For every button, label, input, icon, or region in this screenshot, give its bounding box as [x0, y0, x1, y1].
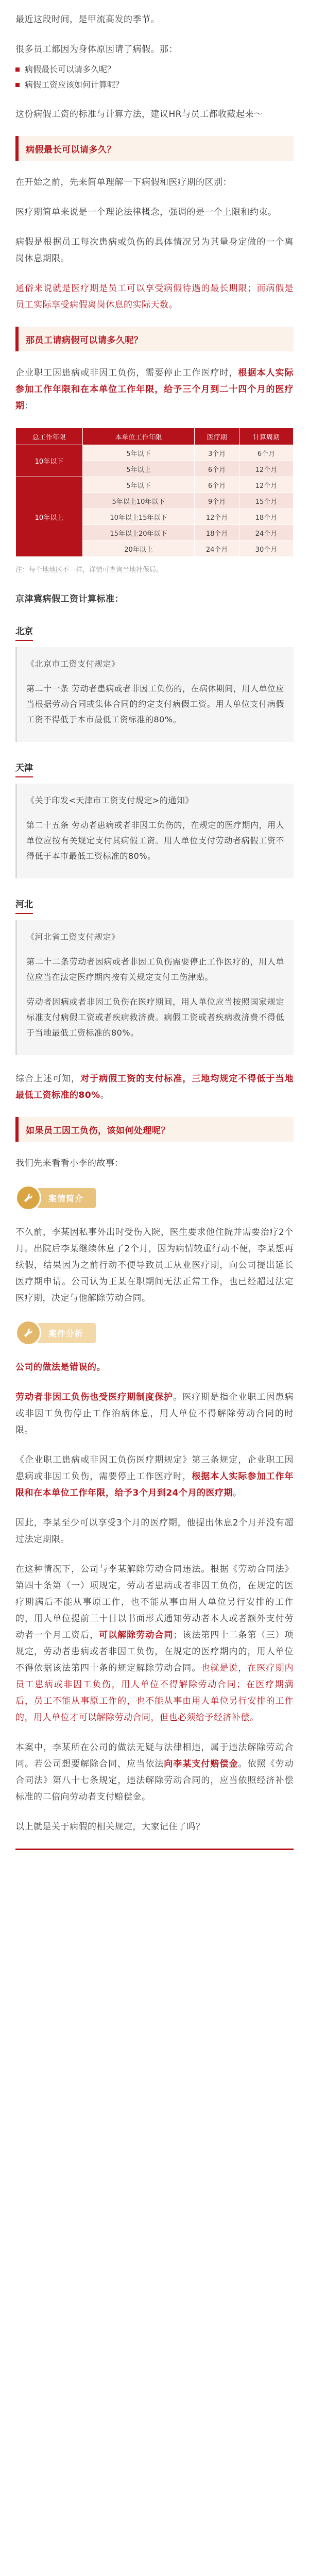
paragraph: 因此，李某至少可以享受3个月的医疗期，他提出休息2个月并没有超过法定期限。 — [15, 1518, 294, 1545]
paragraph — [15, 1452, 294, 1501]
badge-label: 案件分析 — [37, 1323, 96, 1343]
text-run: 本案中，李某所在公司的做法无疑与法律相违，属于违法解除劳动合同。若公司想要解除合同，应当依法 — [15, 1742, 294, 1769]
case-analysis-badge — [15, 1320, 294, 1346]
table-cell: 20年以上 — [82, 541, 195, 557]
law-title: 《河北省工资支付规定》 — [26, 932, 120, 942]
table-row — [16, 445, 294, 461]
section-heading — [15, 327, 294, 351]
text-run: 。 — [100, 1090, 110, 1100]
law-quote-box — [15, 920, 294, 1055]
highlight-text: 也就是说，在医疗期内员工患病或非因工负伤，用人单位不得解除劳动合同；在医疗期满后，员工不能从事原工作的，也不能从事由用人单位另行安排的工作的，用人单位才可以解除劳动合同，但也必须给予经济补偿。 — [15, 1663, 294, 1723]
intro-bullet-list — [15, 62, 294, 93]
law-text: 第二十五条 劳动者患病或者非因工负伤的，在规定的医疗期内，用人单位应按有关规定支付其病假工资。用人单位支付劳动者病假工资不得低于本市最低工资标准的80%。 — [26, 820, 284, 861]
highlight-text: 劳动者非因工负伤也受医疗期制度保护 — [15, 1392, 174, 1402]
highlight-paragraph: 通俗来说就是医疗期是员工可以享受病假待遇的最长期限；而病假是员工实际享受病假离岗休息的实际天数。 — [15, 283, 294, 310]
city-label: 天津 — [15, 760, 33, 777]
paragraph: 在开始之前，先来简单理解一下病假和医疗期的区别： — [15, 177, 232, 188]
closing-paragraph: 以上就是关于病假的相关规定，大家记住了吗？ — [15, 1822, 205, 1832]
city-label: 北京 — [15, 624, 33, 641]
paragraph: 病假是根据员工每次患病或负伤的具体情况另为其量身定做的一个离岗休息期限。 — [15, 237, 294, 264]
highlight-text: 根据本人实际参加工作年限和在本单位工作年限，给予3个月到24个月的医疗期 — [15, 1471, 294, 1498]
law-quote-box — [15, 784, 294, 878]
table-cell: 12个月 — [239, 477, 294, 493]
table-cell: 24个月 — [239, 525, 294, 541]
paragraph — [15, 1389, 294, 1438]
text-run: 。医疗期是指企业职工因患病或非因工负伤停止工作治病休息，用人单位不得解除劳动合同的时限。 — [15, 1392, 294, 1435]
table-row — [16, 477, 294, 493]
text-run: 。依照《劳动合同法》第八十七条规定，违法解除劳动合同的，应当依照经济补偿标准的二倍向劳动者支付赔偿金。 — [15, 1759, 294, 1802]
footer-divider — [15, 1849, 294, 1850]
table-note: 注：每个地地区不一样，详情可查询当地社保局。 — [15, 566, 163, 574]
wrench-icon — [15, 1320, 41, 1346]
highlight-text: 可以解除劳动合同 — [99, 1630, 174, 1640]
highlight-text: 对于病假工资的支付标准，三地均规定不得低于当地最低工资标准的80% — [15, 1074, 294, 1100]
medical-period-table — [15, 428, 294, 557]
bullet-text: 病假工资应该如何计算呢？ — [25, 80, 124, 90]
city-block-tianjin — [0, 757, 309, 784]
table-cell: 10年以上15年以下 — [82, 509, 195, 525]
table-header-cell: 计算周期 — [239, 428, 294, 445]
section-heading — [15, 136, 294, 161]
law-title: 《关于印发<天津市工资支付规定>的通知》 — [26, 795, 194, 805]
law-text: 劳动者因病或者非因工负伤在医疗期间，用人单位应当按照国家规定标准支付病假工资或者疾病救济费。病假工资或者疾病救济费不得低于当地最低工资标准的80%。 — [26, 997, 284, 1038]
text-run: ： — [24, 401, 33, 411]
table-header-cell: 总工作年限 — [16, 428, 83, 445]
table-header-row — [16, 428, 294, 445]
table-cell: 5年以上 — [82, 461, 195, 477]
table-group-cell: 10年以上 — [16, 477, 83, 557]
table-cell: 6个月 — [195, 461, 239, 477]
analysis-conclusion: 公司的做法是错误的。 — [15, 1362, 106, 1372]
paragraph: 我们先来看看小李的故事： — [15, 1158, 124, 1168]
section-title: 病假最长可以请多久？ — [26, 144, 116, 155]
case-text: 不久前，李某因私事外出时受伤入院，医生要求他住院并需要治疗2个月。出院后李某继续休息了2个月，因为病情较重行动不便，李某想再续假，结果因为之前行动不便导致员工从业医疗期，向公司提出延长医疗期申请。公司认为王某在职期间无法正常工作，也已经超过法定医疗期，决定与他解除劳动合同。 — [15, 1227, 294, 1303]
table-cell: 18个月 — [195, 525, 239, 541]
wrench-icon — [15, 1185, 41, 1211]
table-cell: 6个月 — [195, 477, 239, 493]
law-text: 第二十一条 劳动者患病或者非因工负伤的，在病休期间，用人单位应当根据劳动合同或集体合同的约定支付病假工资。用人单位支付病假工资不得低于本市最低工资标准的80%。 — [26, 684, 284, 724]
highlight-text: 向李某支付赔偿金 — [164, 1759, 238, 1769]
table-cell: 6个月 — [239, 445, 294, 461]
table-cell: 30个月 — [239, 541, 294, 557]
summary-paragraph — [15, 1071, 294, 1104]
text-run: 《企业职工患病或非因工负伤医疗期规定》第三条规定，企业职工因患病或非因工负伤，需要停止工作医疗时， — [15, 1455, 294, 1482]
intro-paragraph: 最近这段时间，是甲流高发的季节。 — [15, 14, 160, 25]
intro-bullet-item — [15, 77, 294, 93]
bullet-square-icon — [15, 67, 20, 72]
law-text: 第二十二条劳动者因病或者非因工负伤需要停止工作医疗的，用人单位应当在法定医疗期内按有关规定支付工伤津贴。 — [26, 957, 284, 982]
intro-bullet-item — [15, 62, 294, 77]
text-run: 综合上述可知， — [15, 1074, 81, 1084]
law-quote-box — [15, 647, 294, 742]
table-cell: 5年以上10年以下 — [82, 493, 195, 509]
city-block-hebei — [0, 894, 309, 920]
paragraph — [15, 365, 294, 414]
bullet-text: 病假最长可以请多久呢？ — [25, 64, 116, 74]
table-cell: 24个月 — [195, 541, 239, 557]
table-cell: 3个月 — [195, 445, 239, 461]
city-label: 河北 — [15, 897, 33, 914]
law-title: 《北京市工资支付规定》 — [26, 659, 120, 669]
text-run: 企业职工因患病或非因工负伤，需要停止工作医疗时， — [15, 368, 238, 378]
table-cell: 18个月 — [239, 509, 294, 525]
paragraph — [15, 1561, 294, 1726]
badge-label: 案情简介 — [37, 1188, 96, 1208]
intro-paragraph: 很多员工都因为身体原因请了病假。那： — [15, 44, 178, 55]
table-group-cell: 10年以下 — [16, 445, 83, 477]
paragraph: 医疗期简单来说是一个理论法律概念，强调的是一个上限和约束。 — [15, 207, 277, 217]
table-header-cell: 医疗期 — [195, 428, 239, 445]
table-cell: 5年以下 — [82, 477, 195, 493]
paragraph — [15, 1739, 294, 1805]
table-cell: 9个月 — [195, 493, 239, 509]
table-cell: 12个月 — [195, 509, 239, 525]
text-run: 。 — [233, 1488, 242, 1498]
text-run: 在这种情况下，公司与李某解除劳动合同违法。根据《劳动合同法》第四十条第（一）项规定，劳动者患病或者非因工负伤，在规定的医疗期满后不能从事原工作，也不能从事由用人单位另行安排的工作的，用人单位提前三十日以书面形式通知劳动者本人或者额外支付劳动者一个月工资后， — [15, 1564, 294, 1640]
table-cell: 15年以上20年以下 — [82, 525, 195, 541]
highlight-text: 根据本人实际参加工作年限和在本单位工作年限，给予三个月到二十四个月的医疗期 — [15, 368, 294, 411]
table-cell: 15个月 — [239, 493, 294, 509]
subheading: 京津冀病假工资计算标准： — [15, 594, 124, 604]
text-run: ；该法第四十二条第（三）项规定，劳动者患病或者非因工负伤，在规定的医疗期内的，用人单位不得依据该法第四十条的规定解除劳动合同。 — [15, 1630, 294, 1673]
bullet-square-icon — [15, 83, 20, 87]
case-intro-badge — [15, 1185, 294, 1211]
section-heading — [15, 1117, 294, 1142]
intro-paragraph: 这份病假工资的标准与计算方法，建议HR与员工都收藏起来～ — [15, 109, 263, 120]
table-cell: 12个月 — [239, 461, 294, 477]
table-header-cell: 本单位工作年限 — [82, 428, 195, 445]
city-block-beijing — [0, 621, 309, 647]
section-title: 那员工请病假可以请多久呢？ — [26, 335, 143, 346]
section-title: 如果员工因工负伤，该如何处理呢？ — [26, 1125, 170, 1136]
table-cell: 5年以下 — [82, 445, 195, 461]
